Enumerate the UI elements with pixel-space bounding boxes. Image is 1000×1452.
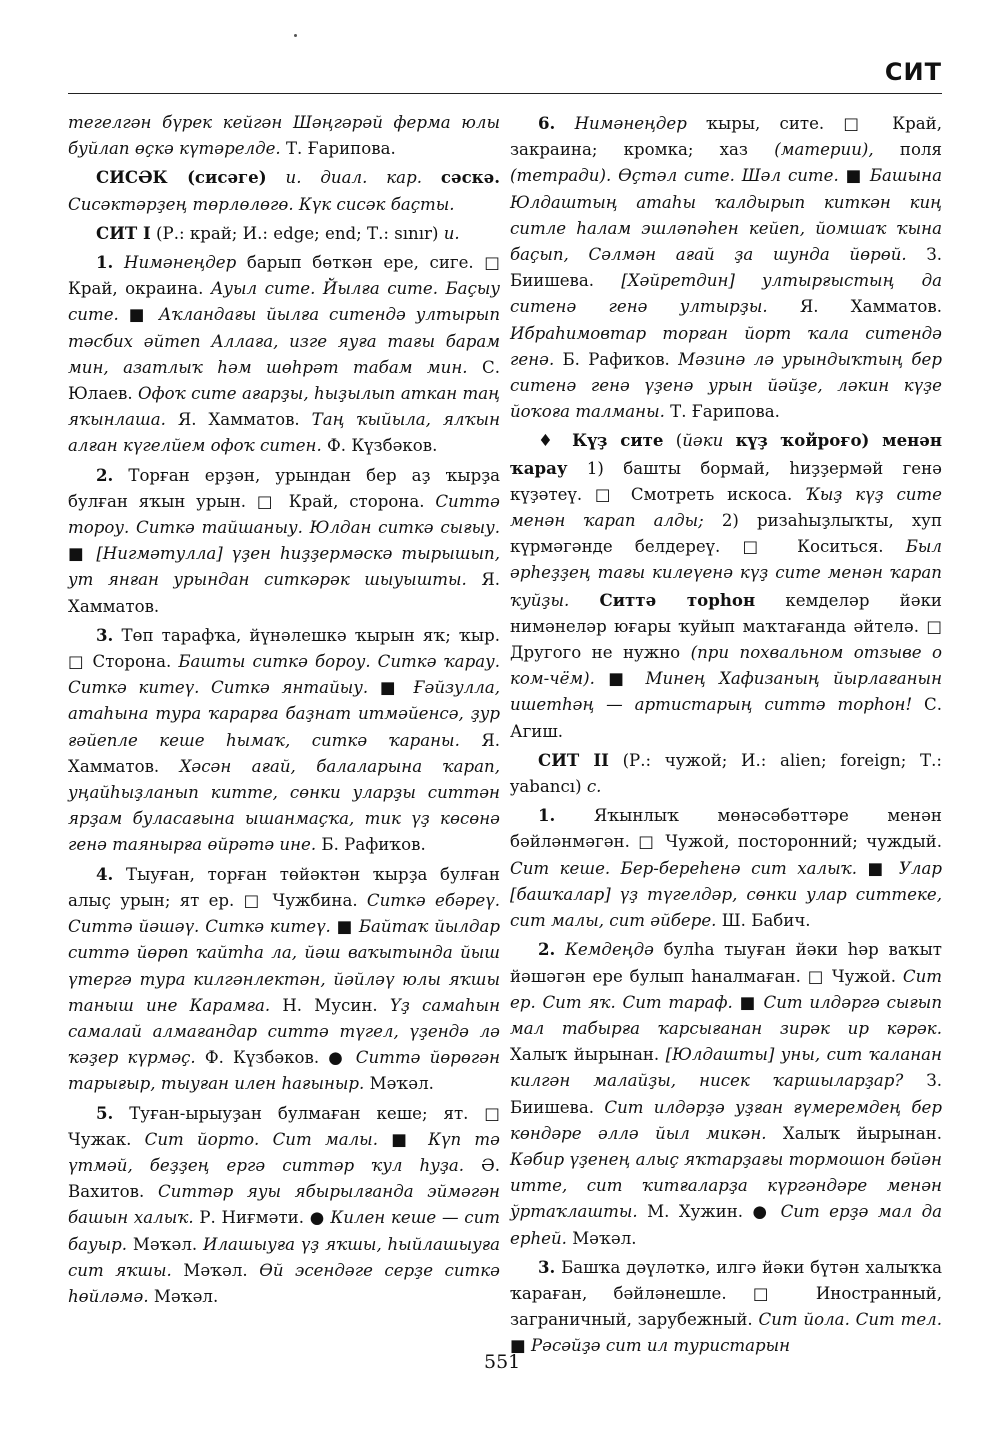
dictionary-entry: 4. Тыуған, торған төйәктән ҡырҙа булған алыç урын; ят ер. □ Чужбина. Ситкә ебәреү. Ситтә йәшәү. Ситкә китеү. ■ Байтаҡ йылдар ситтә йөрөп ҡайтһа ла, йәш ваҡытында йыш үтергә тура килгәнлектән, йәйләү юлы яҡшы таныш ине Карамға. Н. Мусин. Үҙ самаһын самалай алмағандар ситтә түгел, үҙендә лә ҡәҙер күрмәç. Ф. Күзбәков. ● Ситтә йөрөгән тарығыр, тыуған илен һағыныр. Мәҡәл.: [68, 863, 501, 1094]
dictionary-entry: 1. Нимәнеңдер барып бөткән ере, сиге. □ Край, окраина. Ауыл ситe. Йылға ситe. Баçыу ситe. ■ Аҡландағы йылға ситендә ултырып тәсбих әйтеп Аллаға, изге яуға тағы барам мин, азатлыҡ һәм шөһрәт табам мин. С. Юлаев. Офоҡ ситe ағарҙы, һыҙылып аткан таң яҡынлаша. Я. Хамматов. Таң ҡыйыла, ялҡын алған күгелйем офоҡ ситен. Ф. Күзбәков.: [68, 252, 501, 456]
dictionary-entry: СИТ II (Р.: чужой; И.: alien; foreign; Т.: yabancı) с.: [510, 749, 942, 797]
dictionary-entry: 2. Кемдеңдә булһа тыуған йәки һәр ваҡыт йәшәгән ере булып һаналмаған. □ Чужой. Сит ер. Сит яҡ. Сит тараф. ■ Сит илдәргә сығып мал табырға ҡарсығанан зирәк ир кәрәк. Халыҡ йырынан. [Юлдашты] уны, сит ҡаланан килгән малайҙы, нисек ҡаршыларҙар? З. Биишева. Сит илдәрҙә уҙған ғүмеремдең бер көндәре әллә йыл микән. Халыҡ йырынан. Кәбир үҙенең алыç яҡтарҙағы тормошон бәйән итте, сит ҡитғаларҙа күргәндәре менән ўртаҡлашты. М. Хужин. ● Сит ерҙә мал да ерһей. Мәҡәл.: [510, 939, 943, 1248]
dictionary-entry: 1. Яҡынлыҡ мөнәсәбәттәре менән бәйләнмәгән. □ Чужой, посторонний; чуждый. Сит кеше. Бер-береһенә сит халыҡ. ■ Улар [башҡалар] үҙ түгелдәр, сөнки улар ситтеке, сит малы, сит әйбере. Ш. Бабич.: [510, 805, 942, 931]
entry-continuation: тегелгән бүрек кейгән Шәңгәрәй ферма юлы буйлап өçкә күтәрелде. Т. Ғарипова.: [68, 113, 500, 159]
dictionary-entry: 6. Нимәнеңдер ҡыры, ситe. □ Край, закраина; кромка; хаз (материи), поля (тетради). Өçтәл ситe. Шәл ситe. ■ Башына Юлдаштың атаһы ҡалдырып киткән киң ситле һалам эшләпәһен кейеп, йомшаҡ ҡына баçып, Сәлмән ағай ҙа шунда йөрөй. З. Биишева. [Хәйретдин] ултырғыстың да ситенә генә ултырҙы. Я. Хамматов. Ибраһимовтар торған йорт ҡала ситендә генә. Б. Рафиҡов. Мәзинә лә урындыҡтың бер ситенә генә үҙенә урын йәйҙе, ләкин күҙе йоҡоға талманы. Т. Ғарипова.: [510, 113, 942, 422]
dictionary-entry: СИТ I (Р.: край; И.: edge; end; Т.: sınır) и.: [96, 222, 460, 243]
dictionary-entry: 3. Төп тарафҡа, йүнәлешкә ҡырын яҡ; ҡыр. □ Сторона. Башты ситкә бороу. Ситкә ҡарау. Ситкә китеү. Ситкә янтайыу. ■ Ғәйзулла, атаһына тура ҡарарға баҙнат итмәйенсә, ҙур ғәйепле кеше һымаҡ, ситкә ҡараны. Я. Хамматов. Хәсән ағай, балаларына ҡарап, уңайһыҙланып китте, сөнки уларҙы ситтән ярҙам буласағына ышанмаçҡа, тик үҙ көсөнә генә таянырға өйрәтә ине. Б. Рафиҡов.: [68, 624, 500, 855]
page-number: 551: [484, 1351, 521, 1373]
dictionary-entry: ♦ Күҙ ситe (йәки күҙ ҡойроғо) менән ҡарау 1) башты бормай, һиҙҙермәй генә күҙәтеү. □ Смотреть искоса. Ҡыҙ күҙ ситe менән ҡарап алды; 2) ризаһыҙлыҡты, хуп күрмәгәнде белдереү. □ Коситься. Был әрһеҙҙең тағы килеүенә күҙ ситe менән ҡарап ҡуйҙы. Ситтә торһон кемделәр йәки нимәнеләр юғары ҡуйып маҡтағанда әйтелә. □ Другого не нужно (при похвальном отзыве о ком-чём). ■ Минең Хафизаның йырлағанын ишетһәң — артистарың ситтә торһон! С. Агиш.: [510, 430, 943, 741]
dictionary-entry: 3. Башҡа дәүләткә, илгә йәки бүтән халыҡҡа ҡараған, бәйләнешле. □ Иностранный, заграничный, зарубежный. Сит йола. Сит тел. ■ Рәсәйҙә сит ил туристарын: [510, 1256, 942, 1356]
print-speck: [294, 34, 297, 37]
dictionary-entry: 2. Торған ерҙән, урындан бер аҙ ҡырҙа булған яҡын урын. □ Край, сторона. Ситтә тороу. Ситкә тайшаныу. Юлдан ситкә сығыу. ■ [Нигмәтулла] үҙен һиҙҙермәскә тырышып, ут янған урындан ситкәрәк шыуышты. Я. Хамматов.: [68, 464, 500, 616]
right-column: [510, 110, 942, 1362]
running-head: СИТ: [884, 58, 942, 86]
dictionary-entry: 5. Туған-ырыуҙан булмаған кеше; ят. □ Чужак. Сит йорто. Сит малы. ■ Күп тә үтмәй, беҙҙең ергә ситтәр ҡул һуҙа. Ә. Вахитов. Ситтәр яуы ябырылғанда эймәгән башын халыҡ. Р. Ниғмәти. ● Килен кеше — сит бауыр. Мәҡәл. Илашыуға үҙ яҡшы, һыйлашыуға сит яҡшы. Мәҡәл. Өй эсендәге серҙе ситкә һөйләмә. Мәҡәл.: [68, 1102, 501, 1306]
dictionary-entry: СИСӘК (сисәге) и. диал. кар. сәскә. Сисәктәрҙең төрлөлөгө. Күк сисәк баçты.: [68, 167, 501, 214]
left-column: [68, 110, 500, 1312]
header-rule: [68, 93, 942, 94]
